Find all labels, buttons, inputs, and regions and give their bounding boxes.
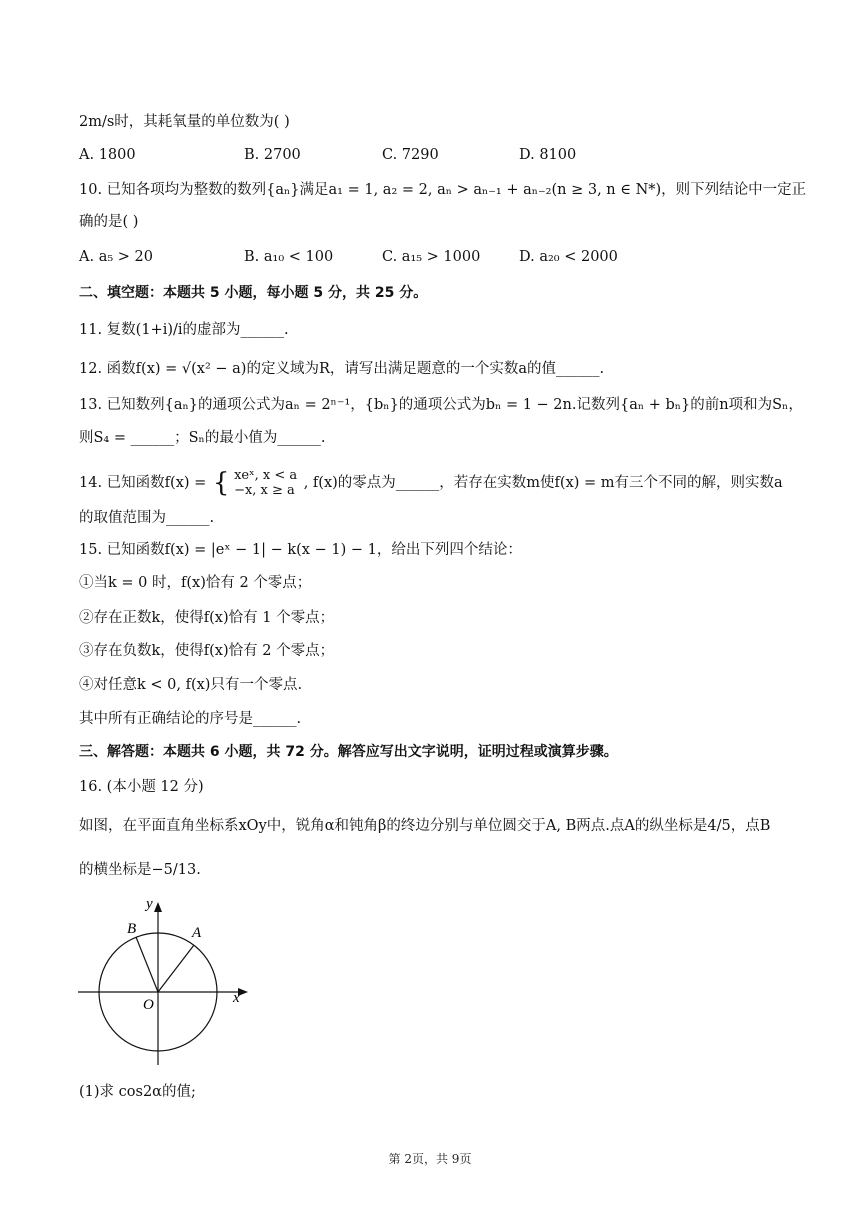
question-9-tail: 2m/s时，其耗氧量的单位数为( ) [79, 114, 290, 130]
q10-option-c: C. a₁₅ > 1000 [382, 249, 481, 265]
q10-option-b: B. a₁₀ < 100 [244, 249, 334, 265]
q15-item-3: ③存在负数k，使得f(x)恰有 2 个零点； [79, 643, 335, 659]
point-a-label: A [192, 925, 202, 941]
question-11: 11. 复数(1+i)/i的虚部为______. [79, 322, 289, 338]
q14-case-2: −x, x ≥ a [234, 483, 295, 498]
page-footer: 第 2页，共 9页 [388, 1152, 472, 1166]
q15-item-4: ④对任意k < 0, f(x)只有一个零点. [79, 677, 303, 693]
ray-ob [136, 937, 158, 992]
question-13-line-2: 则S₄ = ______；Sₙ的最小值为______. [79, 430, 326, 446]
ray-oa [158, 945, 194, 992]
q10-option-a: A. a₅ > 20 [79, 249, 153, 265]
question-16-line-1: 如图，在平面直角坐标系xOy中，锐角α和钝角β的终边分别与单位圆交于A, B两点.点A的纵坐标是4/5，点B [79, 818, 771, 834]
section-3-heading: 三、解答题：本题共 6 小题，共 72 分。解答应写出文字说明，证明过程或演算步骤。 [79, 744, 618, 760]
q9-option-c: C. 7290 [382, 147, 439, 163]
q9-option-b: B. 2700 [244, 147, 301, 163]
q10-option-d: D. a₂₀ < 2000 [519, 249, 618, 265]
y-axis-label: y [146, 896, 153, 912]
question-13-line-1: 13. 已知数列{aₙ}的通项公式为aₙ = 2ⁿ⁻¹，{bₙ}的通项公式为bₙ = 1 − 2n.记数列{aₙ + bₙ}的前n项和为Sₙ， [79, 397, 803, 413]
question-16-line-2: 的横坐标是−5/13. [79, 862, 201, 878]
unit-circle-figure [70, 895, 260, 1070]
question-15-intro: 15. 已知函数f(x) = |eˣ − 1| − k(x − 1) − 1，给出下列四个结论： [79, 542, 522, 558]
point-b-label: B [127, 921, 137, 937]
q15-ask: 其中所有正确结论的序号是______. [79, 711, 302, 727]
q14-case-1: xeˣ, x < a [234, 468, 298, 483]
q9-option-d: D. 8100 [519, 147, 577, 163]
x-axis-label: x [233, 990, 240, 1006]
left-brace-icon: { [212, 468, 230, 498]
question-14-line-1 [79, 468, 783, 498]
origin-label: O [143, 997, 154, 1013]
q15-item-1: ①当k = 0 时，f(x)恰有 2 个零点； [79, 575, 312, 591]
question-14-line-2: 的取值范围为______. [79, 510, 215, 526]
q14-prefix: 14. 已知函数f(x) = [79, 475, 207, 491]
y-axis-arrow-icon [154, 902, 162, 912]
q15-item-2: ②存在正数k，使得f(x)恰有 1 个零点； [79, 610, 335, 626]
q14-piecewise [213, 468, 297, 498]
q9-option-a: A. 1800 [79, 147, 136, 163]
question-12: 12. 函数f(x) = √(x² − a)的定义域为R，请写出满足题意的一个实数a的值______. [79, 361, 605, 377]
question-16-heading: 16. (本小题 12 分) [79, 779, 204, 795]
question-10-line-1: 10. 已知各项均为整数的数列{aₙ}满足a₁ = 1, a₂ = 2, aₙ > aₙ₋₁ + aₙ₋₂(n ≥ 3, n ∈ N*)，则下列结论中一定正 [79, 182, 807, 198]
q14-suffix: , f(x)的零点为______，若存在实数m使f(x) = m有三个不同的解，则实数a [303, 475, 783, 491]
question-10-line-2: 确的是( ) [79, 214, 139, 230]
question-16-part-1: (1)求 cos2α的值; [79, 1084, 196, 1100]
section-2-heading: 二、填空题：本题共 5 小题，每小题 5 分，共 25 分。 [79, 285, 428, 301]
